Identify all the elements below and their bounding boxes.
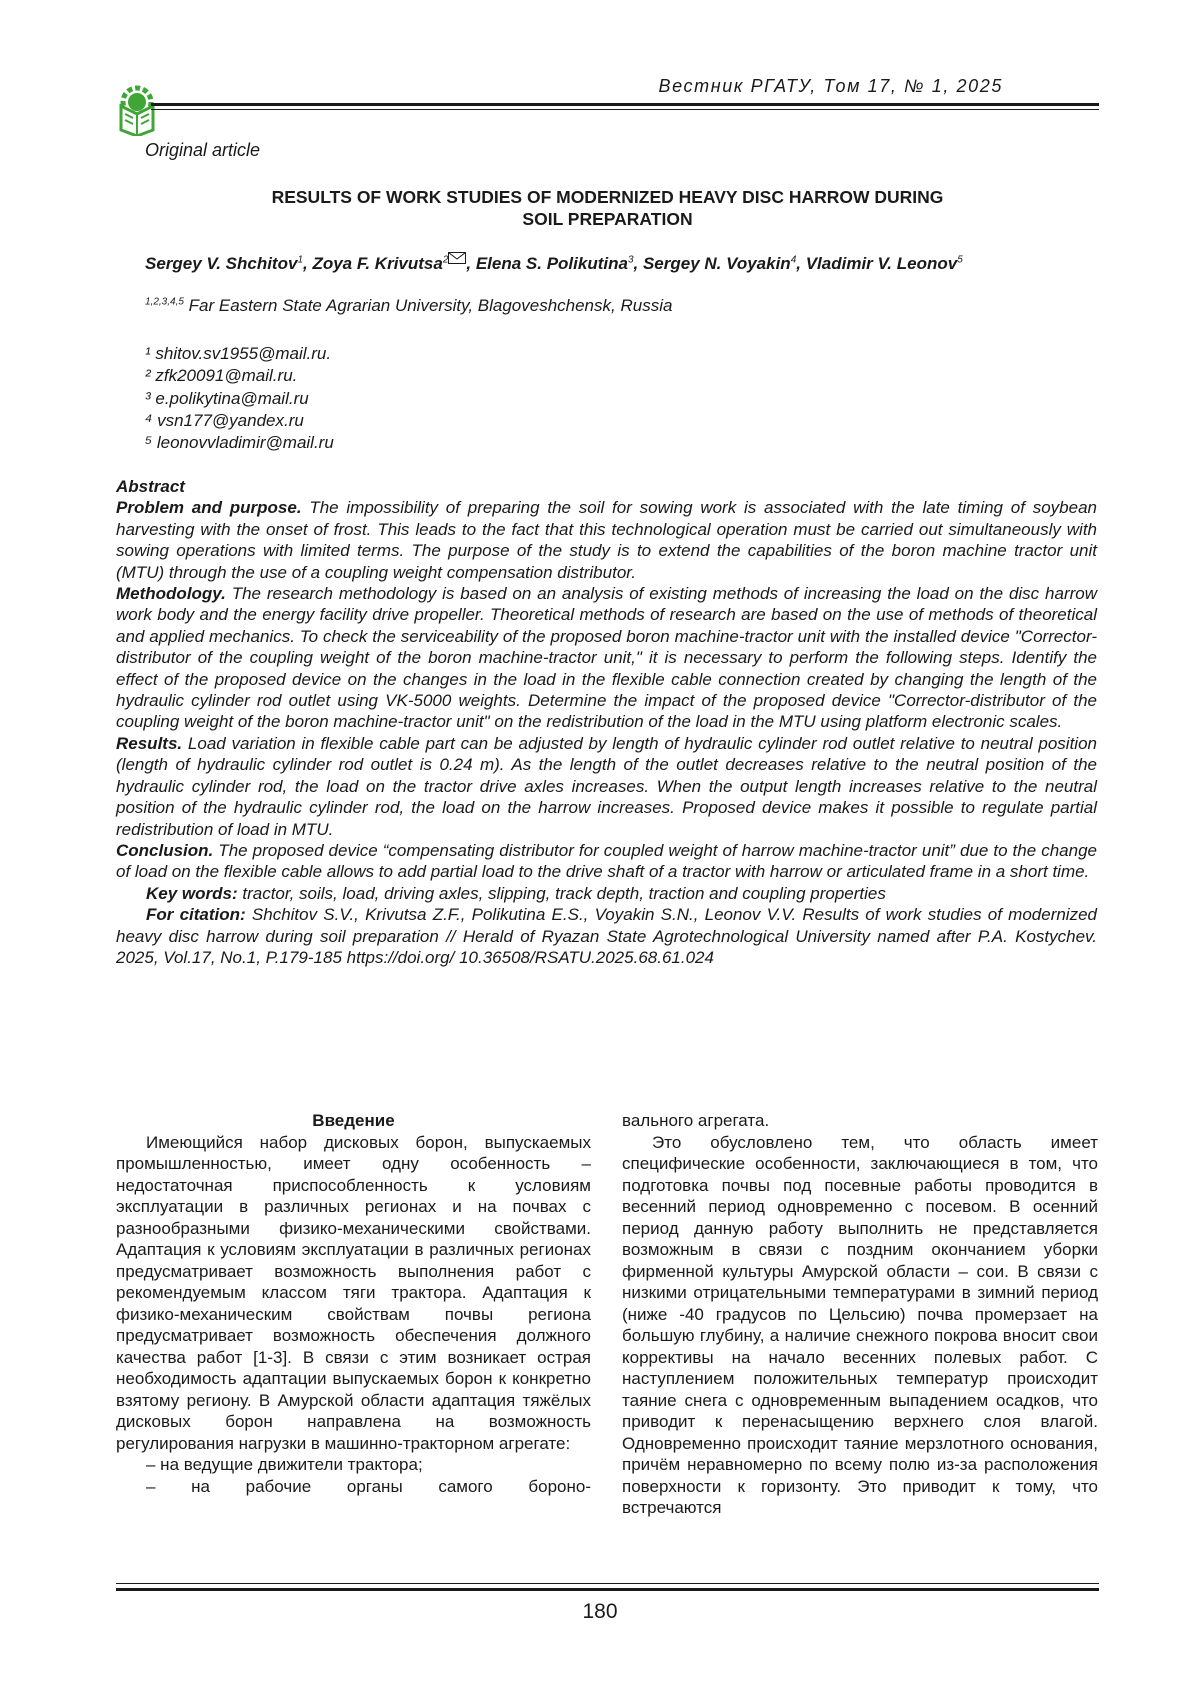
envelope-icon xyxy=(448,252,466,264)
author-name: Elena S. Polikutina xyxy=(475,254,628,273)
author-name: Sergey V. Shchitov xyxy=(145,254,298,273)
conclusion-text: The proposed device “compensating distributor for coupled weight of harrow machine-tractor unit” due to the change of load on the flexible cable allows to add partial load to the drive shaft of a tractor with harrow or articulated frame in a short time. xyxy=(116,840,1097,882)
email-link[interactable]: ⁵ leonovvladimir@mail.ru xyxy=(145,433,334,453)
journal-name: Вестник РГАТУ, Том 17, № 1, 2025 xyxy=(658,76,1003,96)
body-column-right xyxy=(622,1110,1098,1519)
author-list: Sergey V. Shchitov$^1$, Zoya F. Krivutsa$^2$ , Elena S. Polikutina$^3$, Sergey N. Voyakin$^4$, Vladimir V. Leonov$^5$ xyxy=(145,254,963,273)
problem-text: The impossibility of preparing the soil for sowing work is associated with the late timing of soybean harvesting with the onset of frost. This leads to the fact that this technological operation must be carried out simultaneously with sowing operations with limited terms. The purpose of the study is to extend the capabilities of the boron machine tractor unit (MTU) through the use of a coupling weight compensation distributor. xyxy=(116,498,1097,582)
body-paragraph: Это обусловлено тем, что область имеет специфические особенности, заключающиеся в том, что подготовка почвы под посевные работы проводится в весенний период одновременно с посевом. В осенний период данную работу выполнить не представляется возможным в связи с поздним окончанием уборки фирменной культуры Амурской области – сои. В связи с низкими отрицательными температурами в зимний период (ниже -40 градусов по Цельсию) почва промерзает на большую глубину, а наличие снежного покрова вносит свои коррективы на начало весенних полевых работ. С наступлением положительных температур происходит таяние снега с одновременным выпадением осадков, что приводит к перенасыщению верхнего слоя влагой. Одновременно происходит таяние мерзлотного основания, причём неравномерно по всему полю из-за расположения поверхности к горизонту. Это приводит к тому, что встречаются xyxy=(622,1132,1098,1517)
abstract-methodology xyxy=(116,583,1097,733)
author-sup: 4 xyxy=(790,254,797,266)
email-link[interactable]: ² zfk20091@mail.ru. xyxy=(145,366,298,386)
abstract-results xyxy=(116,733,1097,840)
email-link[interactable]: ³ e.polikytina@mail.ru xyxy=(145,388,309,408)
author-name: Vladimir V. Leonov xyxy=(805,254,958,273)
author-sup: 2 xyxy=(442,254,449,266)
abstract-heading: Abstract xyxy=(116,477,185,496)
author-name: Zoya F. Krivutsa xyxy=(312,254,443,273)
keywords-text: tractor, soils, load, driving axles, slipping, track depth, traction and coupling properties xyxy=(237,883,886,903)
header-rule-thin xyxy=(151,109,1099,110)
abstract-conclusion xyxy=(116,840,1097,883)
abstract-citation xyxy=(116,904,1097,968)
list-item: – на ведущие движители трактора; xyxy=(146,1455,423,1474)
body-paragraph: Имеющийся набор дисковых борон, выпускаемых промышленностью, имеет одну особенность – недостаточная приспособленность к условиям эксплуатации в различных регионах и на почвах с разнообразными физико-механическими свойствами. Адаптация к условиям эксплуатации в различных регионах предусматривает возможность выполнения работ с рекомендуемым классом тяги трактора. Адаптация к физико-механическим свойствам почвы региона предусматривает возможность обеспечения должного качества работ [1-3]. В связи с этим возникает острая необходимость адаптации выпускаемых борон к конкретно взятому региону. В Амурской области адаптация тяжёлых дисковых борон направлена на возможность регулирования нагрузки в машинно-тракторном агрегате: xyxy=(116,1132,591,1453)
keywords-label: Key words: xyxy=(146,883,238,903)
author-sup: 3 xyxy=(627,254,634,266)
affiliation-sup: 1,2,3,4,5 xyxy=(145,296,184,308)
header-rule-thick xyxy=(151,103,1099,106)
author-sup: 1 xyxy=(297,254,303,266)
footer-rule-thick xyxy=(116,1588,1099,1591)
footer-rule-thin xyxy=(116,1583,1099,1584)
author-sup: 5 xyxy=(957,254,963,266)
email-link[interactable]: ⁴ vsn177@yandex.ru xyxy=(145,410,304,430)
page-number: 180 xyxy=(582,1600,618,1623)
abstract-keywords xyxy=(116,883,1097,904)
body-column-left xyxy=(116,1110,591,1497)
problem-label: Problem and purpose. xyxy=(116,498,302,518)
email-link[interactable]: ¹ shitov.sv1955@mail.ru. xyxy=(145,344,332,363)
citation-text: Shchitov S.V., Krivutsa Z.F., Polikutina E.S., Voyakin S.N., Leonov V.V. Results of work studies of modernized heavy disc harrow during soil preparation // Herald of Ryazan State Agrotechnological University named after P.A. Kostychev. 2025, Vol.17, No.1, P.179-185 https://doi.org/ 10.36508/RSATU.2025.68.61.024 xyxy=(116,905,1097,967)
author-name: Sergey N. Voyakin xyxy=(642,254,791,273)
results-label: Results. xyxy=(116,733,183,753)
list-item: – на рабочие органы самого бороно- xyxy=(146,1476,591,1496)
title-line-1: RESULTS OF WORK STUDIES OF MODERNIZED HEAVY DISC HARROW DURING xyxy=(271,187,944,207)
methodology-label: Methodology. xyxy=(116,584,226,604)
article-title xyxy=(115,186,1100,230)
abstract xyxy=(116,476,1097,968)
section-heading-introduction: Введение xyxy=(312,1111,395,1130)
results-text: Load variation in flexible cable part can be adjusted by length of hydraulic cylinder rod outlet relative to neutral position (length of hydraulic cylinder rod outlet is 0.24 m). As the length of the outlet decreases relative to the neutral position of the hydraulic cylinder rod, the load on the tractor drive axles increases. When the output length increases relative to the neutral position of the hydraulic cylinder rod, the load on the harrow increases. Proposed device makes it possible to regulate partial redistribution of load in MTU. xyxy=(116,733,1097,839)
body-paragraph: вального агрегата. xyxy=(622,1111,770,1130)
affiliation-text: Far Eastern State Agrarian University, Blagoveshchensk, Russia xyxy=(188,296,673,315)
affiliation xyxy=(145,296,672,316)
article-type: Original article xyxy=(145,140,261,160)
methodology-text: The research methodology is based on an analysis of existing methods of increasing the load on the disc harrow work body and the energy facility drive propeller. Theoretical methods of research are based on the use of methods of theoretical and applied mechanics. To check the serviceability of the proposed boron machine-tractor unit with the installed device "Corrector-distributor of the coupling weight of the boron machine-tractor unit," it is necessary to perform the following steps. Identify the effect of the proposed device on the changes in the load in the flexible cable connection created by changing the length of the hydraulic cylinder rod outlet using VK-5000 weights. Determine the impact of the proposed device "Corrector-distributor of the coupling weight of the boron machine-tractor unit" on the redistribution of the load in the MTU using platform electronic scales. xyxy=(116,584,1097,732)
abstract-problem xyxy=(116,497,1097,583)
conclusion-label: Conclusion. xyxy=(116,840,214,860)
title-line-2: SOIL PREPARATION xyxy=(522,209,693,229)
email-list xyxy=(145,343,334,454)
citation-label: For citation: xyxy=(146,905,246,925)
